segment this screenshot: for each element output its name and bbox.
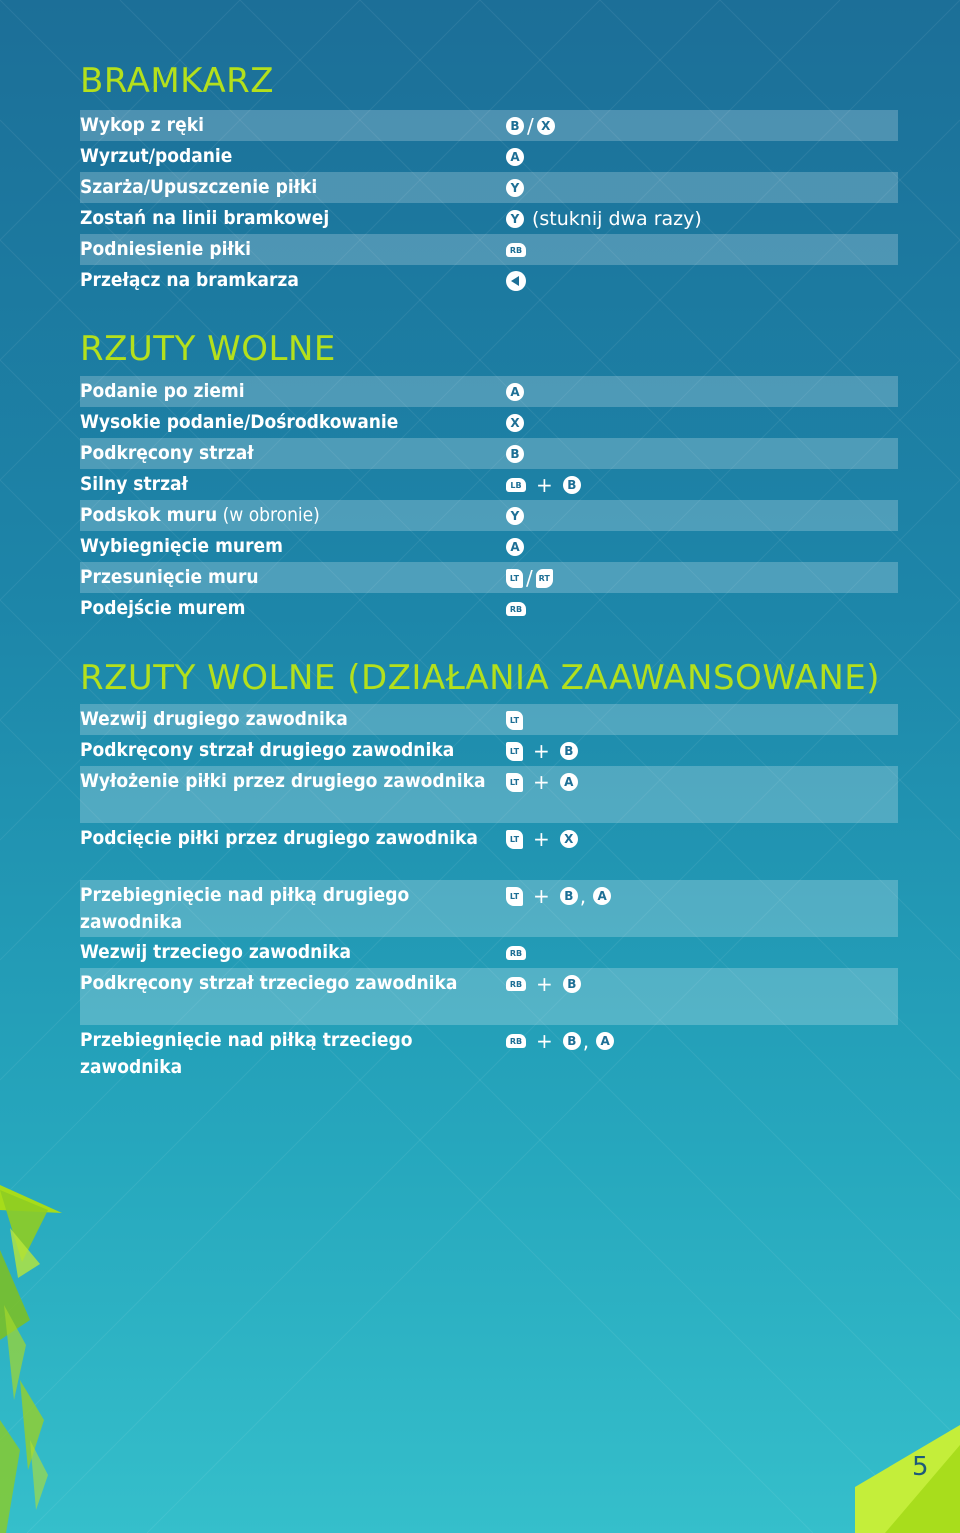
plus-sign: + <box>533 739 550 763</box>
separator: / <box>526 566 533 590</box>
lt-trigger-icon: LT <box>506 887 523 906</box>
action-label-text: Wysokie podanie/Dośrodkowanie <box>80 411 399 433</box>
controls-table-rzuty-wolne-zaawansowane <box>80 704 898 1082</box>
action-label <box>80 143 500 170</box>
button-combo <box>506 146 524 168</box>
page-number: 5 <box>912 1452 929 1482</box>
action-label-text: Podcięcie piłki przez drugiego zawodnika <box>80 827 478 849</box>
button-combo <box>506 115 555 137</box>
action-label <box>80 267 500 294</box>
action-label-text: Zostań na linii bramkowej <box>80 207 330 229</box>
page-corner-badge <box>855 1425 960 1533</box>
plus-sign: + <box>536 473 553 497</box>
b-button-icon: B <box>563 1032 581 1050</box>
x-button-icon: X <box>506 414 524 432</box>
control-row <box>80 704 898 735</box>
action-label-note: (w obronie) <box>217 504 320 526</box>
plus-sign: + <box>533 770 550 794</box>
action-label <box>80 706 500 733</box>
control-row <box>80 469 898 500</box>
comma-separator: , <box>582 1029 590 1053</box>
button-combo <box>506 709 523 731</box>
button-combo <box>506 942 526 964</box>
lb-bumper-icon: LB <box>506 478 526 492</box>
action-label <box>80 205 500 232</box>
section-title-rzuty-wolne: RZUTY WOLNE <box>80 329 336 369</box>
action-label <box>80 564 500 591</box>
button-combo <box>506 1030 614 1052</box>
button-combo <box>506 381 524 403</box>
action-label <box>80 378 500 405</box>
button-combo <box>506 740 578 762</box>
action-label-text: Podejście murem <box>80 597 246 619</box>
button-combo <box>506 270 526 292</box>
rb-bumper-icon: RB <box>506 1034 526 1048</box>
action-label <box>80 1027 500 1081</box>
plus-sign: + <box>536 1029 553 1053</box>
action-label-text: Podkręcony strzał <box>80 442 254 464</box>
controls-table-rzuty-wolne <box>80 376 898 624</box>
action-label-text: Podanie po ziemi <box>80 380 245 402</box>
action-label <box>80 174 500 201</box>
plus-sign: + <box>536 972 553 996</box>
controls-table-bramkarz <box>80 110 898 296</box>
action-label-text: Szarża/Upuszczenie piłki <box>80 176 318 198</box>
section-title-bramkarz: BRAMKARZ <box>80 61 275 101</box>
lt-trigger-icon: LT <box>506 773 523 792</box>
button-combo <box>506 505 524 527</box>
control-row <box>80 203 898 234</box>
plus-sign: + <box>533 884 550 908</box>
x-button-icon: X <box>537 117 555 135</box>
button-combo <box>506 177 524 199</box>
plus-sign: + <box>533 827 550 851</box>
control-row <box>80 265 898 296</box>
b-button-icon: B <box>563 476 581 494</box>
a-button-icon: A <box>506 148 524 166</box>
action-label <box>80 471 500 498</box>
action-label-text: Wezwij drugiego zawodnika <box>80 708 348 730</box>
button-combo <box>506 973 581 995</box>
control-row <box>80 1025 898 1082</box>
a-button-icon: A <box>560 773 578 791</box>
control-row <box>80 141 898 172</box>
action-label <box>80 533 500 560</box>
control-row <box>80 110 898 141</box>
button-combo <box>506 239 526 261</box>
a-button-icon: A <box>506 538 524 556</box>
button-combo <box>506 598 526 620</box>
control-row <box>80 880 898 937</box>
rb-bumper-icon: RB <box>506 977 526 991</box>
action-label-text: Podkręcony strzał trzeciego zawodnika <box>80 972 458 994</box>
action-label <box>80 236 500 263</box>
control-row <box>80 438 898 469</box>
action-label <box>80 737 500 764</box>
control-row <box>80 766 898 823</box>
action-label-text: Podskok muru <box>80 504 218 526</box>
b-button-icon: B <box>506 117 524 135</box>
action-label <box>80 882 500 936</box>
action-label-text: Przełącz na bramkarza <box>80 269 299 291</box>
control-row <box>80 937 898 968</box>
control-row <box>80 172 898 203</box>
action-label <box>80 825 500 852</box>
green-shards-decoration <box>0 1185 62 1533</box>
control-row <box>80 531 898 562</box>
action-label-text: Wykop z ręki <box>80 114 204 136</box>
control-row <box>80 500 898 531</box>
rb-bumper-icon: RB <box>506 243 526 257</box>
action-label <box>80 970 500 997</box>
action-label-text: Wybiegnięcie murem <box>80 535 283 557</box>
button-combo <box>506 828 578 850</box>
button-combo <box>506 208 702 230</box>
action-label-text: Wyłożenie piłki przez drugiego zawodnika <box>80 770 486 792</box>
action-label-text: Przebiegnięcie nad piłką trzeciego zawodnika <box>80 1029 413 1078</box>
action-label-text: Silny strzał <box>80 473 188 495</box>
action-label-text: Wyrzut/podanie <box>80 145 233 167</box>
b-button-icon: B <box>560 887 578 905</box>
control-row <box>80 407 898 438</box>
b-button-icon: B <box>560 742 578 760</box>
control-row <box>80 234 898 265</box>
action-label <box>80 112 500 139</box>
action-label-text: Podniesienie piłki <box>80 238 251 260</box>
rt-trigger-icon: RT <box>536 569 553 588</box>
action-label-text: Przesunięcie muru <box>80 566 259 588</box>
lt-trigger-icon: LT <box>506 711 523 730</box>
button-combo <box>506 567 553 589</box>
a-button-icon: A <box>596 1032 614 1050</box>
x-button-icon: X <box>560 830 578 848</box>
button-combo <box>506 885 611 907</box>
control-row <box>80 376 898 407</box>
lt-trigger-icon: LT <box>506 830 523 849</box>
separator: / <box>527 114 534 138</box>
section-title-rzuty-wolne-zaawansowane: RZUTY WOLNE (DZIAŁANIA ZAAWANSOWANE) <box>80 658 880 698</box>
action-label-text: Podkręcony strzał drugiego zawodnika <box>80 739 455 761</box>
back-button-icon <box>506 271 526 291</box>
b-button-icon: B <box>563 975 581 993</box>
rb-bumper-icon: RB <box>506 946 526 960</box>
action-label <box>80 595 500 622</box>
button-combo <box>506 474 581 496</box>
control-row <box>80 823 898 880</box>
control-note: (stuknij dwa razy) <box>532 208 702 230</box>
action-label-text: Wezwij trzeciego zawodnika <box>80 941 352 963</box>
a-button-icon: A <box>506 383 524 401</box>
action-label <box>80 768 500 795</box>
b-button-icon: B <box>506 445 524 463</box>
control-row <box>80 593 898 624</box>
control-row <box>80 562 898 593</box>
lt-trigger-icon: LT <box>506 742 523 761</box>
comma-separator: , <box>579 884 587 908</box>
y-button-icon: Y <box>506 179 524 197</box>
a-button-icon: A <box>593 887 611 905</box>
button-combo <box>506 443 524 465</box>
action-label <box>80 939 500 966</box>
lt-trigger-icon: LT <box>506 569 523 588</box>
button-combo <box>506 771 578 793</box>
back-arrow-shape <box>511 276 519 286</box>
rb-bumper-icon: RB <box>506 602 526 616</box>
action-label-text: Przebiegnięcie nad piłką drugiego zawodnika <box>80 884 410 933</box>
action-label <box>80 502 500 529</box>
action-label <box>80 440 500 467</box>
button-combo <box>506 536 524 558</box>
action-label <box>80 409 500 436</box>
y-button-icon: Y <box>506 507 524 525</box>
control-row <box>80 968 898 1025</box>
control-row <box>80 735 898 766</box>
y-button-icon: Y <box>506 210 524 228</box>
button-combo <box>506 412 524 434</box>
